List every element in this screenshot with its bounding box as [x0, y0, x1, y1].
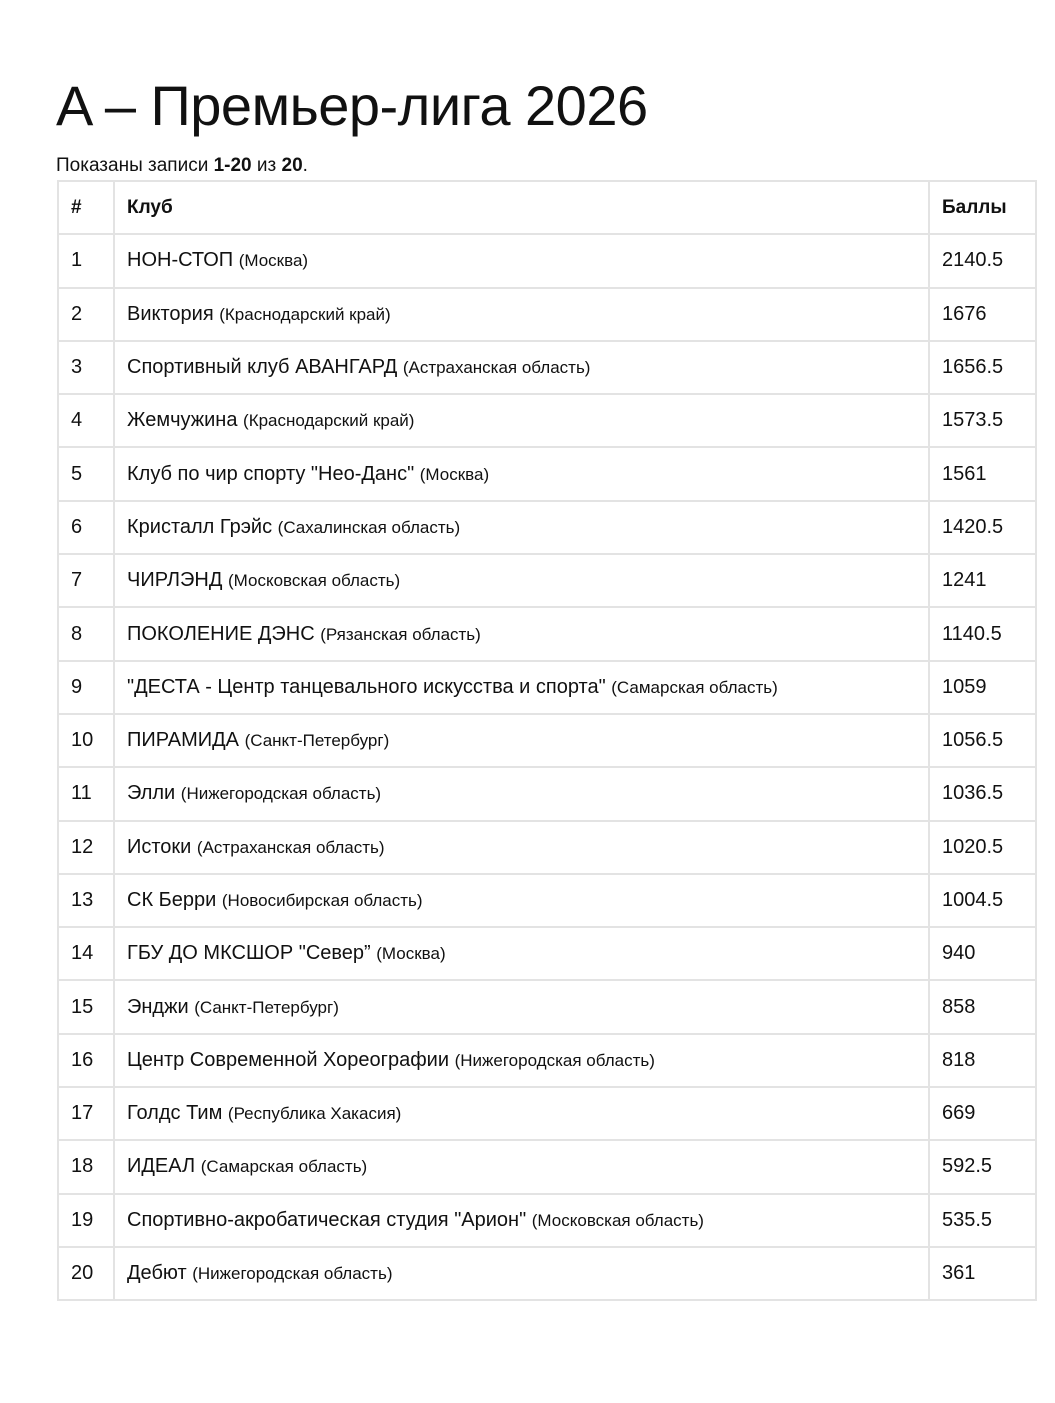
club-region: (Новосибирская область) [221, 891, 423, 910]
table-row [58, 927, 1036, 980]
rank-cell: 17 [58, 1087, 114, 1140]
rank-cell: 2 [58, 288, 114, 341]
table-row [58, 341, 1036, 394]
rank-cell: 18 [58, 1140, 114, 1193]
rank-cell: 14 [58, 927, 114, 980]
table-row [58, 767, 1036, 820]
club-region: (Астраханская область) [402, 358, 591, 378]
club-cell [114, 234, 929, 287]
table-row [58, 980, 1036, 1033]
table-row [58, 874, 1036, 927]
table-header-row [58, 181, 1036, 234]
club-cell [114, 1194, 929, 1247]
points-cell: 858 [929, 980, 1036, 1033]
rank-cell: 5 [58, 447, 114, 500]
club-cell [114, 607, 929, 660]
summary-range: 1-20 [213, 155, 252, 176]
points-cell: 1140.5 [929, 607, 1036, 660]
header-points[interactable]: Баллы [929, 181, 1036, 234]
club-cell [114, 447, 929, 500]
points-cell: 1676 [929, 288, 1036, 341]
points-cell: 1656.5 [929, 341, 1036, 394]
club-cell [114, 661, 929, 714]
club-region: (Москва) [376, 944, 446, 964]
club-name: Клуб по чир спорту "Нео-Данс" [127, 462, 415, 485]
club-name: СК Берри [127, 889, 217, 911]
club-region: (Московская область) [531, 1210, 704, 1230]
rank-cell: 19 [58, 1194, 114, 1247]
club-name: Кристалл Грэйс [127, 515, 273, 538]
club-name: ГБУ ДО МКСШОР "Север” [127, 942, 371, 965]
summary-prefix: Показаны записи [56, 155, 214, 176]
header-club[interactable]: Клуб [114, 181, 929, 234]
table-row [58, 661, 1036, 714]
club-region: (Самарская область) [200, 1157, 368, 1177]
table-row [58, 1034, 1036, 1087]
points-cell: 818 [929, 1034, 1036, 1087]
club-cell [114, 394, 929, 447]
records-summary [56, 154, 308, 178]
rank-cell: 16 [58, 1034, 114, 1087]
club-cell [114, 874, 929, 927]
points-cell: 1420.5 [929, 501, 1036, 554]
club-region: (Московская область) [227, 571, 401, 591]
club-cell [114, 501, 929, 554]
rank-cell: 13 [58, 874, 114, 927]
points-cell: 1241 [929, 554, 1036, 607]
table-row [58, 1194, 1036, 1247]
club-region: (Республика Хакасия) [227, 1104, 402, 1124]
table-row [58, 394, 1036, 447]
standings-table [57, 180, 1037, 1301]
club-cell [114, 714, 929, 767]
points-cell: 940 [929, 927, 1036, 980]
rank-cell: 7 [58, 554, 114, 607]
header-rank[interactable]: # [58, 181, 114, 234]
club-name: Спортивно-акробатическая студия "Арион" [127, 1208, 527, 1231]
rank-cell: 9 [58, 661, 114, 714]
club-name: ПИРАМИДА [127, 729, 240, 752]
club-cell [114, 288, 929, 341]
club-name: НОН-СТОП [127, 249, 234, 272]
page-title: A – Премьер-лига 2026 [56, 74, 648, 137]
rank-cell: 1 [58, 234, 114, 287]
table-row [58, 234, 1036, 287]
club-region: (Санкт-Петербург) [244, 731, 390, 751]
club-name: Жемчужина [127, 409, 238, 432]
rank-cell: 6 [58, 501, 114, 554]
rank-cell: 3 [58, 341, 114, 394]
club-cell [114, 554, 929, 607]
club-region: (Москва) [238, 251, 309, 271]
rank-cell: 10 [58, 714, 114, 767]
table-row [58, 447, 1036, 500]
club-name: ИДЕАЛ [127, 1155, 196, 1178]
table-row [58, 607, 1036, 660]
rank-cell: 15 [58, 980, 114, 1033]
summary-total: 20 [281, 155, 303, 176]
points-cell: 361 [929, 1247, 1036, 1300]
points-cell: 1056.5 [929, 714, 1036, 767]
points-cell: 1561 [929, 447, 1036, 500]
points-cell: 669 [929, 1087, 1036, 1140]
table-row [58, 501, 1036, 554]
club-cell [114, 1140, 929, 1193]
summary-middle: из [251, 155, 282, 176]
club-region: (Москва) [419, 464, 490, 484]
points-cell: 1020.5 [929, 821, 1036, 874]
club-name: Центр Современной Хореографии [127, 1048, 450, 1071]
table-row [58, 288, 1036, 341]
club-region: (Астраханская область) [196, 837, 385, 857]
club-region: (Самарская область) [611, 677, 778, 697]
club-name: ЧИРЛЭНД [127, 569, 223, 592]
club-name: Энджи [127, 995, 189, 1018]
points-cell: 1036.5 [929, 767, 1036, 820]
points-cell: 1573.5 [929, 394, 1036, 447]
club-name: Истоки [127, 835, 192, 858]
table-row [58, 1247, 1036, 1300]
club-cell [114, 1034, 929, 1087]
club-region: (Краснодарский край) [219, 304, 391, 324]
points-cell: 535.5 [929, 1194, 1036, 1247]
points-cell: 1004.5 [929, 874, 1036, 927]
club-cell [114, 1247, 929, 1300]
table-row [58, 1087, 1036, 1140]
club-name: Голдс Тим [127, 1102, 223, 1125]
club-name: Элли [127, 782, 176, 805]
club-region: (Краснодарский край) [243, 411, 415, 431]
club-region: (Санкт-Петербург) [194, 997, 339, 1017]
club-name: Виктория [127, 302, 214, 325]
club-region: (Нижегородская область) [192, 1264, 393, 1284]
table-row [58, 821, 1036, 874]
club-name: ПОКОЛЕНИЕ ДЭНС [127, 622, 315, 645]
points-cell: 2140.5 [929, 234, 1036, 287]
rank-cell: 8 [58, 607, 114, 660]
table-row [58, 554, 1036, 607]
table-row [58, 1140, 1036, 1193]
rank-cell: 12 [58, 821, 114, 874]
club-name: Спортивный клуб АВАНГАРД [127, 356, 398, 379]
club-region: (Нижегородская область) [454, 1050, 655, 1070]
points-cell: 592.5 [929, 1140, 1036, 1193]
club-region: (Рязанская область) [320, 624, 481, 644]
club-name: Дебют [127, 1262, 187, 1285]
club-cell [114, 767, 929, 820]
club-cell [114, 821, 929, 874]
rank-cell: 20 [58, 1247, 114, 1300]
club-cell [114, 1087, 929, 1140]
points-cell: 1059 [929, 661, 1036, 714]
summary-suffix: . [302, 155, 308, 176]
club-region: (Нижегородская область) [180, 784, 382, 804]
table-body [58, 234, 1036, 1300]
rank-cell: 11 [58, 767, 114, 820]
club-region: (Сахалинская область) [277, 517, 461, 537]
club-cell [114, 927, 929, 980]
club-name: "ДЕСТА - Центр танцевального искусства и спорта" [127, 675, 606, 698]
club-cell [114, 341, 929, 394]
club-cell [114, 980, 929, 1033]
rank-cell: 4 [58, 394, 114, 447]
table-row [58, 714, 1036, 767]
